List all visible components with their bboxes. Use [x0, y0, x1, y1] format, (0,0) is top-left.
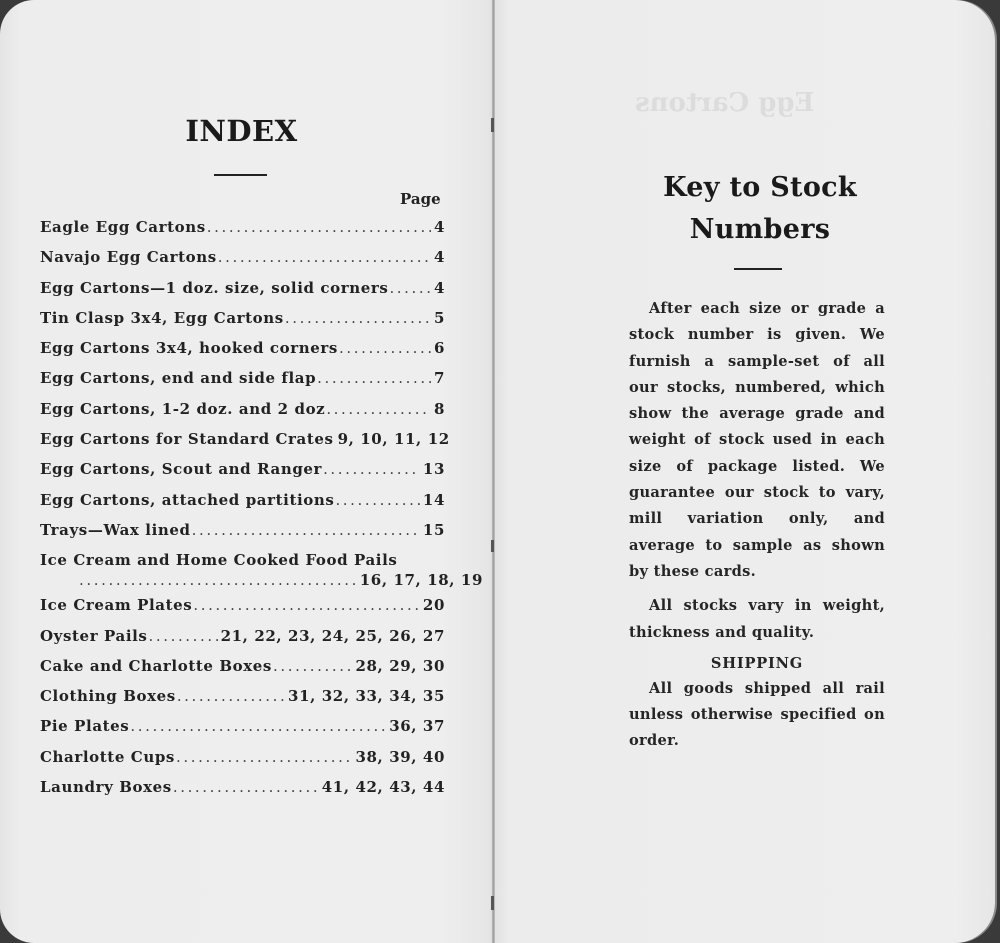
- entry-pages: 15: [422, 520, 445, 539]
- entry-pages: 9, 10, 11, 12: [337, 430, 450, 449]
- binding-stitch: [491, 896, 494, 910]
- entry-pages: 36, 37: [389, 717, 445, 736]
- entry-pages: 13: [422, 460, 445, 479]
- entry-pages: 20: [422, 596, 445, 615]
- entry-label: Egg Cartons for Standard Crates: [40, 430, 334, 449]
- index-entry: [40, 369, 445, 399]
- stock-variance-paragraph: All stocks vary in weight, thickness and quality.: [629, 597, 885, 641]
- entry-label: Cake and Charlotte Boxes: [40, 656, 272, 675]
- title-divider: [214, 174, 267, 176]
- index-entry: [40, 657, 445, 687]
- dot-leader: [79, 570, 357, 590]
- entry-label: Clothing Boxes: [40, 687, 176, 706]
- index-entry: [40, 430, 450, 460]
- entry-label: Trays—Wax lined: [40, 520, 191, 539]
- shipping-paragraph: All goods shipped all rail unless otherwise specified on order.: [629, 679, 885, 750]
- dot-leader: [192, 521, 420, 539]
- entry-pages: 16, 17, 18, 19: [359, 571, 483, 590]
- entry-pages: 5: [433, 308, 445, 327]
- entry-label: Pie Plates: [40, 717, 130, 736]
- index-entry: [40, 309, 445, 339]
- dot-leader: [335, 491, 419, 509]
- key-title-line1: Key to Stock: [663, 172, 857, 203]
- stock-number-paragraph: After each size or grade a stock number is given. We furnish a sample-set of all our stocks, numbered, which show the average grade and weight of stock used in each size of package listed. We guarantee our stock to vary, mill variation only, and average to sample as shown by these cards.: [629, 300, 885, 580]
- entry-label: Eagle Egg Cartons: [40, 218, 206, 236]
- dot-leader: [326, 400, 431, 418]
- entry-pages: 21, 22, 23, 24, 25, 26, 27: [220, 626, 445, 645]
- entry-label: Egg Cartons, end and side flap: [40, 369, 317, 388]
- index-entry: [40, 218, 445, 248]
- key-title-line2: Numbers: [689, 214, 831, 245]
- index-entry: [40, 400, 445, 430]
- dot-leader: [339, 339, 431, 357]
- index-entry: [40, 521, 445, 551]
- show-through-text: Egg Cartons: [635, 88, 815, 118]
- dot-leader: [285, 309, 431, 327]
- entry-pages: 38, 39, 40: [355, 747, 445, 766]
- index-entry: [40, 687, 445, 717]
- index-entry: [40, 460, 445, 490]
- dot-leader: [148, 627, 217, 645]
- entry-pages: 14: [422, 490, 445, 509]
- dot-leader: [193, 596, 420, 614]
- index-entry: [40, 778, 445, 808]
- key-body: [629, 296, 885, 755]
- page-column-label: Page: [400, 190, 441, 208]
- dot-leader: [389, 279, 431, 297]
- dot-leader: [130, 717, 386, 735]
- entry-pages: 28, 29, 30: [355, 656, 445, 675]
- entry-label: Egg Cartons—1 doz. size, solid corners: [40, 278, 389, 297]
- dot-leader: [273, 657, 353, 675]
- entry-pages: 6: [433, 339, 445, 358]
- index-title: INDEX: [185, 114, 298, 148]
- entry-label: Tin Clasp 3x4, Egg Cartons: [40, 308, 284, 327]
- index-entry: [40, 551, 483, 596]
- entry-label: Egg Cartons, attached partitions: [40, 490, 335, 509]
- entry-continuation: [40, 570, 483, 590]
- entry-pages: 4: [433, 278, 445, 297]
- entry-label: Ice Cream and Home Cooked Food Pails: [40, 551, 398, 570]
- dot-leader: [173, 778, 319, 796]
- index-entry: [40, 339, 445, 369]
- index-entry: [40, 491, 445, 521]
- title-divider: [734, 268, 782, 270]
- dot-leader: [207, 218, 431, 236]
- dot-leader: [177, 687, 285, 705]
- entry-label: Charlotte Cups: [40, 747, 175, 766]
- entry-pages: 41, 42, 43, 44: [321, 778, 445, 797]
- dot-leader: [218, 248, 431, 266]
- dot-leader: [323, 460, 420, 478]
- index-entry: [40, 717, 445, 747]
- entry-label: Oyster Pails: [40, 626, 148, 645]
- entry-label: Egg Cartons, 1-2 doz. and 2 doz: [40, 399, 326, 418]
- key-title: [610, 167, 910, 251]
- dot-leader: [317, 369, 431, 387]
- shipping-heading: SHIPPING: [710, 654, 804, 672]
- index-entry: [40, 279, 445, 309]
- entry-label: Ice Cream Plates: [40, 596, 193, 615]
- entry-pages: 4: [433, 218, 445, 236]
- left-page-index: [0, 0, 493, 943]
- index-entry: [40, 596, 445, 626]
- entry-pages: 31, 32, 33, 34, 35: [288, 687, 445, 706]
- dot-leader: [176, 748, 353, 766]
- entry-label: Laundry Boxes: [40, 778, 172, 797]
- index-entry: [40, 248, 445, 278]
- entry-label: Egg Cartons, Scout and Ranger: [40, 460, 323, 479]
- entry-pages: 4: [433, 248, 445, 267]
- index-list: [40, 218, 483, 808]
- entry-label: Navajo Egg Cartons: [40, 248, 217, 267]
- entry-label: Egg Cartons 3x4, hooked corners: [40, 339, 338, 358]
- binding-stitch: [491, 118, 494, 132]
- entry-pages: 7: [433, 369, 445, 388]
- binding-stitch: [491, 540, 494, 552]
- entry-pages: 8: [433, 399, 445, 418]
- index-entry: [40, 627, 445, 657]
- index-entry: [40, 748, 445, 778]
